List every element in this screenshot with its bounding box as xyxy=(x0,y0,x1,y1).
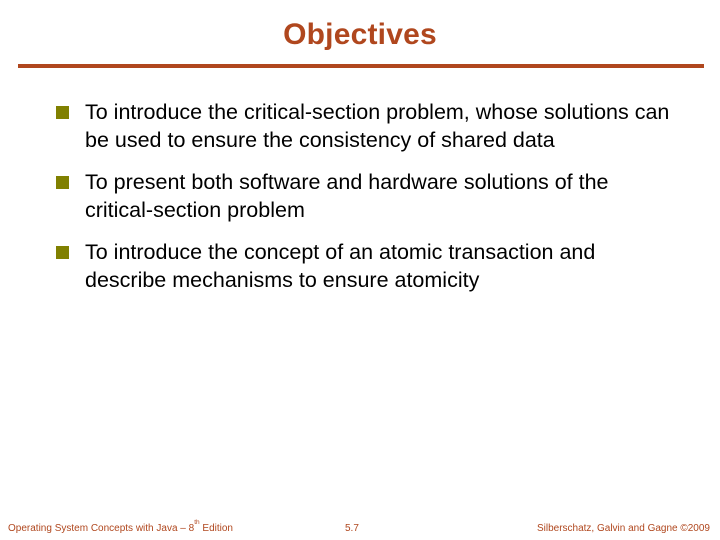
square-bullet-icon xyxy=(56,106,69,119)
square-bullet-icon xyxy=(56,246,69,259)
objective-item xyxy=(56,168,676,224)
footer-book-prefix: Operating System Concepts with Java – 8 xyxy=(8,523,195,534)
slide-title: Objectives xyxy=(283,18,437,51)
footer-copyright: Silberschatz, Galvin and Gagne ©2009 xyxy=(536,523,710,534)
footer-book-superscript: th xyxy=(194,519,200,526)
objective-text: To introduce the critical-section problem, whose solutions can be used to ensure the consistency of shared data xyxy=(85,100,670,152)
square-bullet-icon xyxy=(56,176,69,189)
objectives-list xyxy=(56,98,676,308)
objective-text: To introduce the concept of an atomic transaction and describe mechanisms to ensure atomicity xyxy=(85,240,596,292)
footer-book-suffix: Edition xyxy=(199,523,233,534)
objective-text: To present both software and hardware solutions of the critical-section problem xyxy=(85,170,609,222)
objective-item xyxy=(56,98,676,154)
footer-page-number: 5.7 xyxy=(345,523,359,534)
footer-book-title xyxy=(8,519,233,534)
objective-item xyxy=(56,238,676,294)
title-divider xyxy=(18,64,704,68)
